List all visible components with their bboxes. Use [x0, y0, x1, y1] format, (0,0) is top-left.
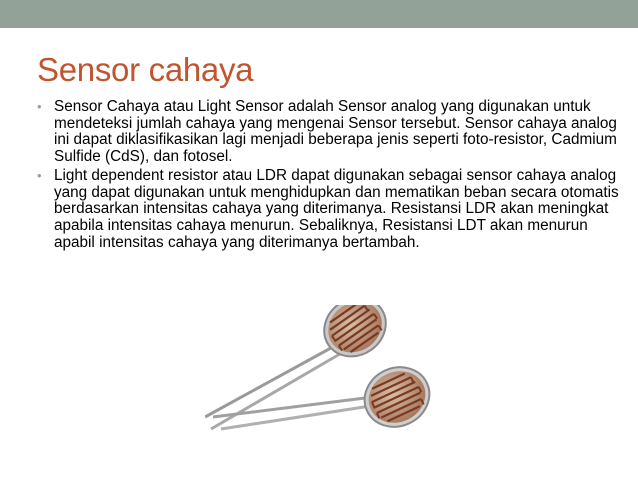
ldr-disc [355, 357, 439, 437]
ldr-lead [213, 397, 377, 429]
bullet-text: Sensor Cahaya atau Light Sensor adalah Sensor analog yang digunakan untuk mendeteksi jumlah cahaya yang mengenai Sensor tersebut. Sensor cahaya analog ini dapat diklasifikasikan lagi menjadi beberapa jenis seperti foto-resistor, Cadmium Sulfide (CdS), dan fotosel. [54, 98, 617, 166]
top-color-band [0, 0, 638, 28]
ldr-disc [313, 305, 398, 368]
slide-title: Sensor cahaya [37, 51, 254, 88]
bullet-dot-icon: • [37, 99, 42, 114]
ldr-photoresistor-icon [205, 305, 455, 475]
bullet-list [37, 99, 622, 253]
bullet-text: Light dependent resistor atau LDR dapat digunakan sebagai sensor cahaya analog yang dapat digunakan untuk menghidupkan dan mematikan beban secara otomatis berdasarkan intensitas cahaya yang diterimanya. Resistansi LDR akan meningkat apabila intensitas cahaya menurun. Sebaliknya, Resistansi LDT akan menurun apabil intensitas cahaya yang diterimanya bertambah. [54, 166, 619, 251]
bullet-item [37, 99, 622, 166]
bullet-dot-icon: • [37, 167, 42, 183]
bullet-item [37, 168, 622, 252]
